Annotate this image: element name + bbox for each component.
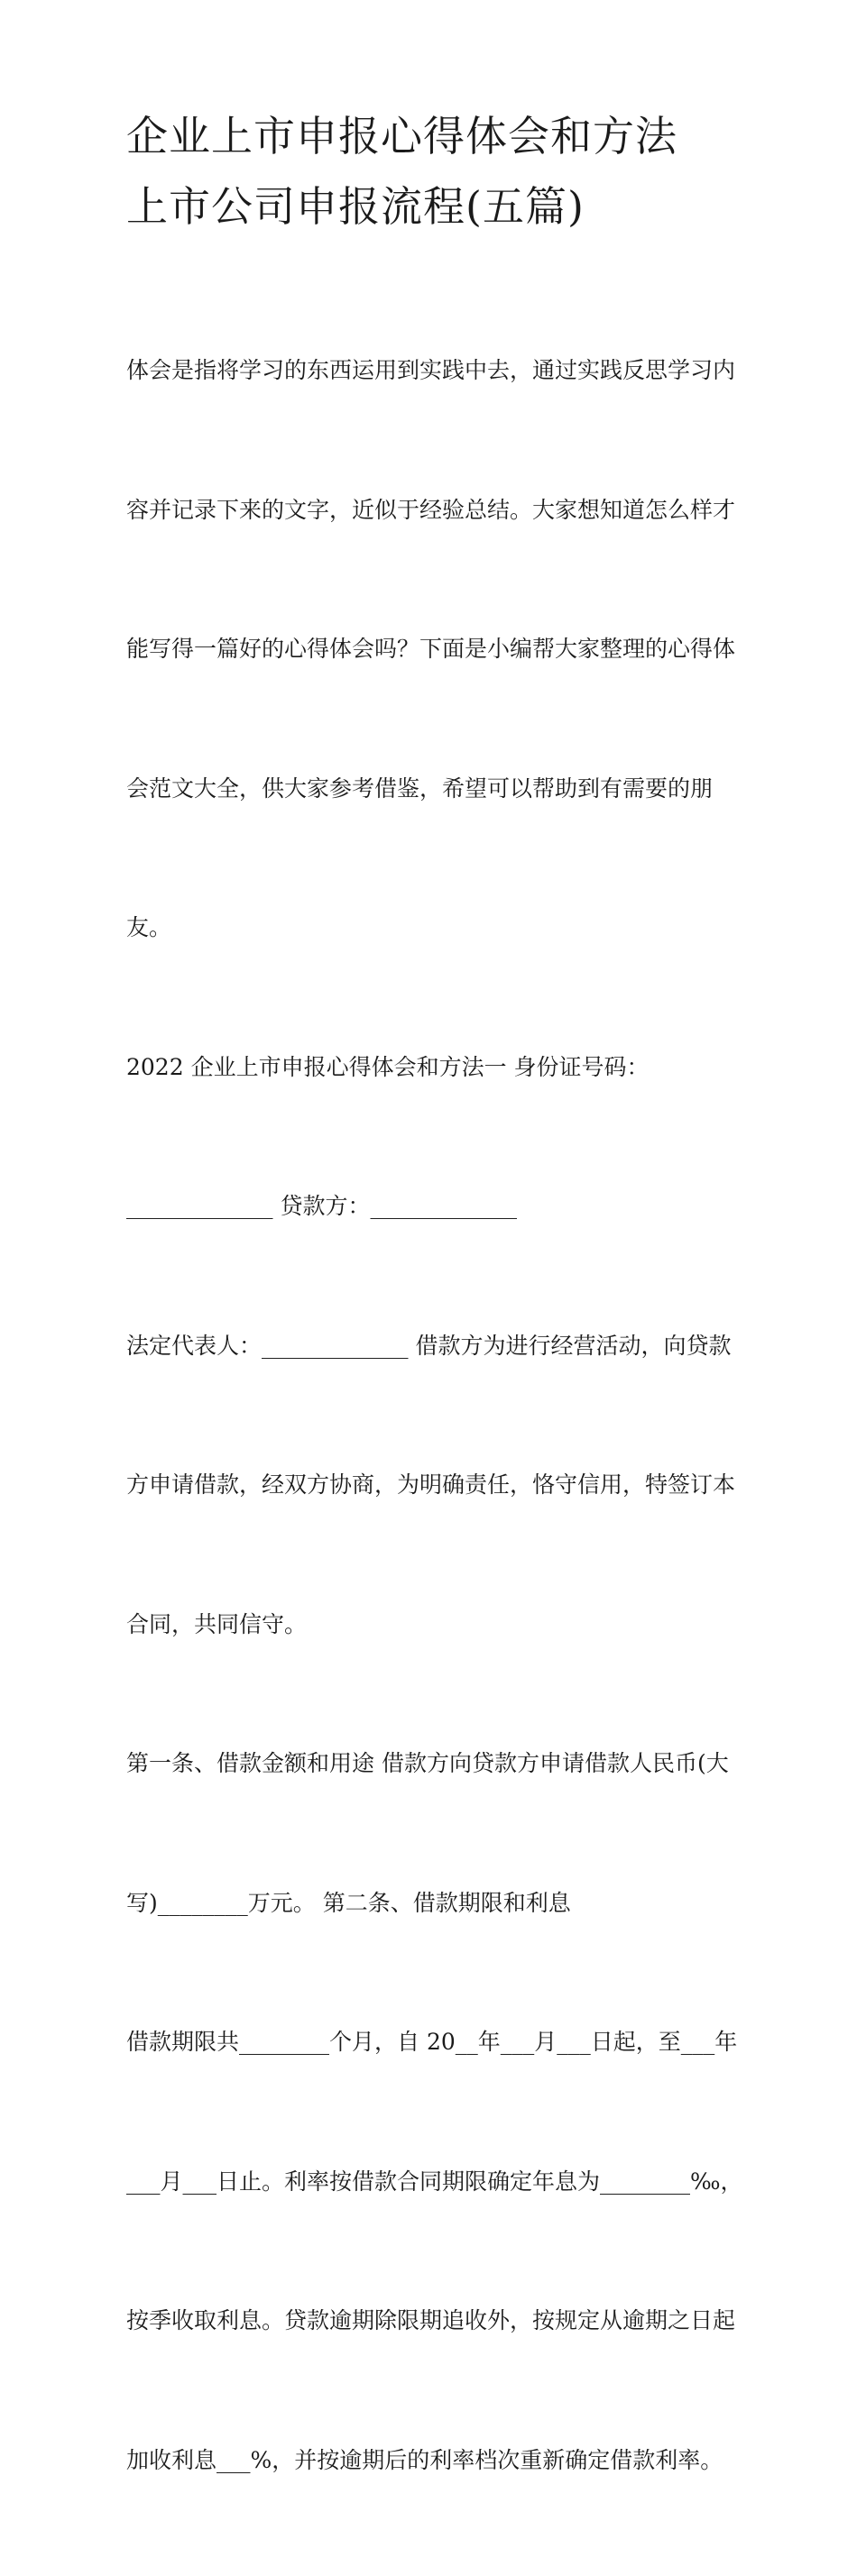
document-title: [126, 101, 740, 242]
document-body: [126, 254, 743, 2576]
text-line: 法定代表人：_____________ 借款方为进行经营活动，向贷款: [126, 1332, 732, 1359]
text-line: 容并记录下来的文字，近似于经验总结。大家想知道怎么样才: [126, 496, 736, 523]
text-line: 友。: [126, 914, 172, 940]
text-line: _____________ 贷款方：_____________: [126, 1193, 517, 1219]
text-line: 第一条、借款金额和用途 借款方向贷款方申请借款人民币(大: [126, 1750, 729, 1776]
title-line-1: 企业上市申报心得体会和方法: [126, 112, 677, 160]
text-line: 写)________万元。 第二条、借款期限和利息: [126, 1889, 571, 1916]
text-line: 会范文大全，供大家参考借鉴，希望可以帮助到有需要的朋: [126, 775, 714, 802]
text-line: 方申请借款，经双方协商，为明确责任，恪守信用，特签订本: [126, 1471, 736, 1498]
text-line: 按季收取利息。贷款逾期除限期追收外，按规定从逾期之日起: [126, 2307, 736, 2333]
text-line: 2022 企业上市申报心得体会和方法一 身份证号码：: [126, 1053, 650, 1080]
document-page: [126, 101, 743, 2576]
text-line: 合同，共同信守。: [126, 1610, 308, 1637]
text-line: 能写得一篇好的心得体会吗？下面是小编帮大家整理的心得体: [126, 636, 736, 662]
text-line: ___月___日止。利率按借款合同期限确定年息为________‰，: [126, 2168, 743, 2195]
text-line: 体会是指将学习的东西运用到实践中去，通过实践反思学习内: [126, 357, 736, 383]
title-line-2: 上市公司申报流程(五篇): [126, 182, 585, 231]
body-text: [126, 254, 743, 2576]
text-line: 借款期限共________个月，自 20__年___月___日起，至___年: [126, 2029, 738, 2055]
text-line: 加收利息___%，并按逾期后的利率档次重新确定借款利率。: [126, 2446, 723, 2473]
